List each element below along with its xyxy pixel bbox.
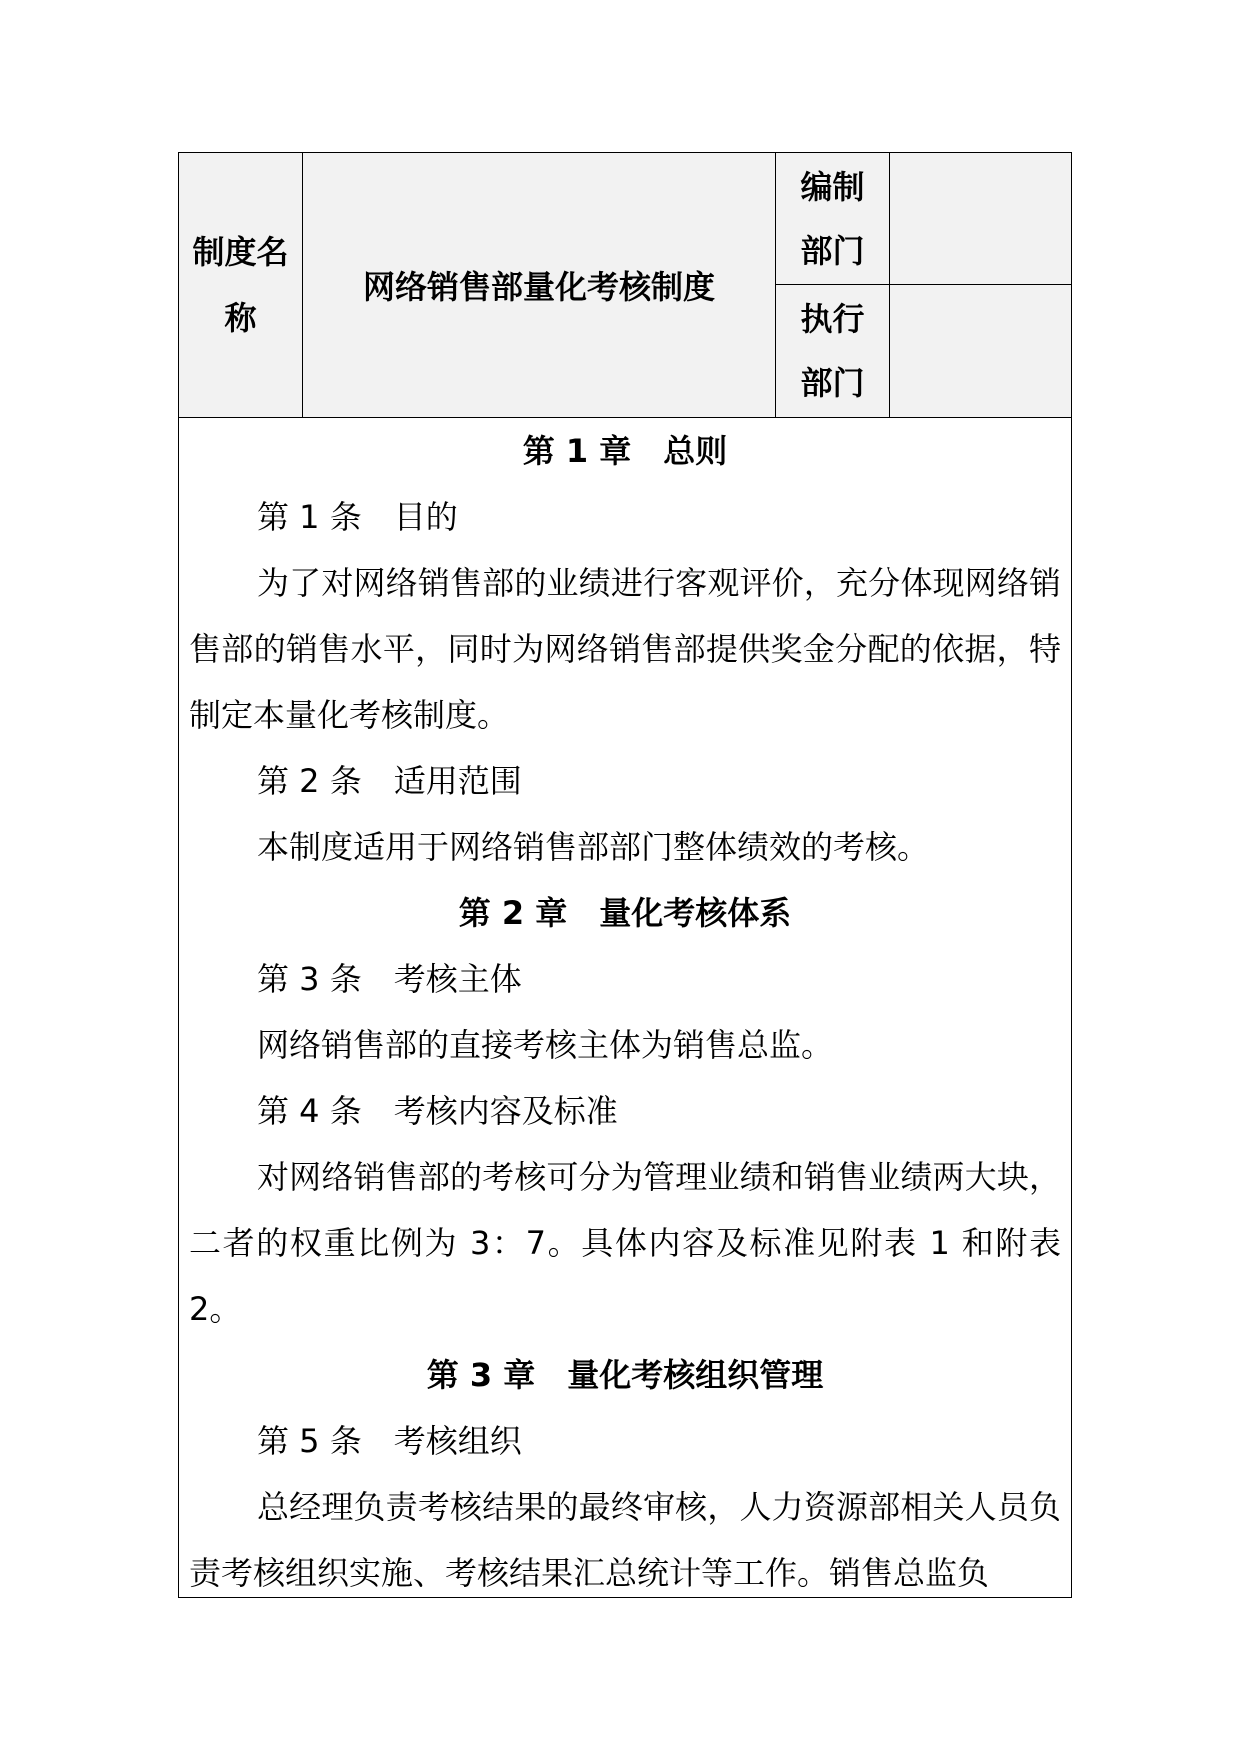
regulation-name-value: 网络销售部量化考核制度 [303,153,776,417]
compile-dept-label: 编制部门 [776,153,890,285]
article-2-text: 本制度适用于网络销售部部门整体绩效的考核。 [257,828,930,866]
exec-dept-label: 执行部门 [776,285,890,417]
article-3-title: 第 3 条 考核主体 [257,960,522,998]
article-4-text: 对网络销售部的考核可分为管理业绩和销售业绩两大块，二者的权重比例为 3：7。具体内容及标准见附表 1 和附表 2。 [189,1158,1061,1328]
article-4-title: 第 4 条 考核内容及标准 [257,1092,618,1130]
article-5-text: 总经理负责考核结果的最终审核，人力资源部相关人员负责考核组织实施、考核结果汇总统计等工作。销售总监负 [189,1488,1061,1592]
article-2-title: 第 2 条 适用范围 [257,762,522,800]
regulation-document [178,152,1072,1598]
article-1-text: 为了对网络销售部的业绩进行客观评价，充分体现网络销售部的销售水平，同时为网络销售部提供奖金分配的依据，特制定本量化考核制度。 [189,564,1061,734]
chapter-1-title: 第 1 章 总则 [522,432,728,470]
regulation-name-label: 制度名称 [179,153,303,417]
article-5-title: 第 5 条 考核组织 [257,1422,522,1460]
regulation-header-table [179,153,1071,418]
chapter-2-title: 第 2 章 量化考核体系 [458,894,792,932]
article-1-title: 第 1 条 目的 [257,498,458,536]
compile-dept-value [890,153,1071,285]
exec-dept-value [890,285,1071,417]
chapter-3-title: 第 3 章 量化考核组织管理 [426,1356,824,1394]
article-3-text: 网络销售部的直接考核主体为销售总监。 [257,1026,834,1064]
regulation-body [179,418,1071,1606]
